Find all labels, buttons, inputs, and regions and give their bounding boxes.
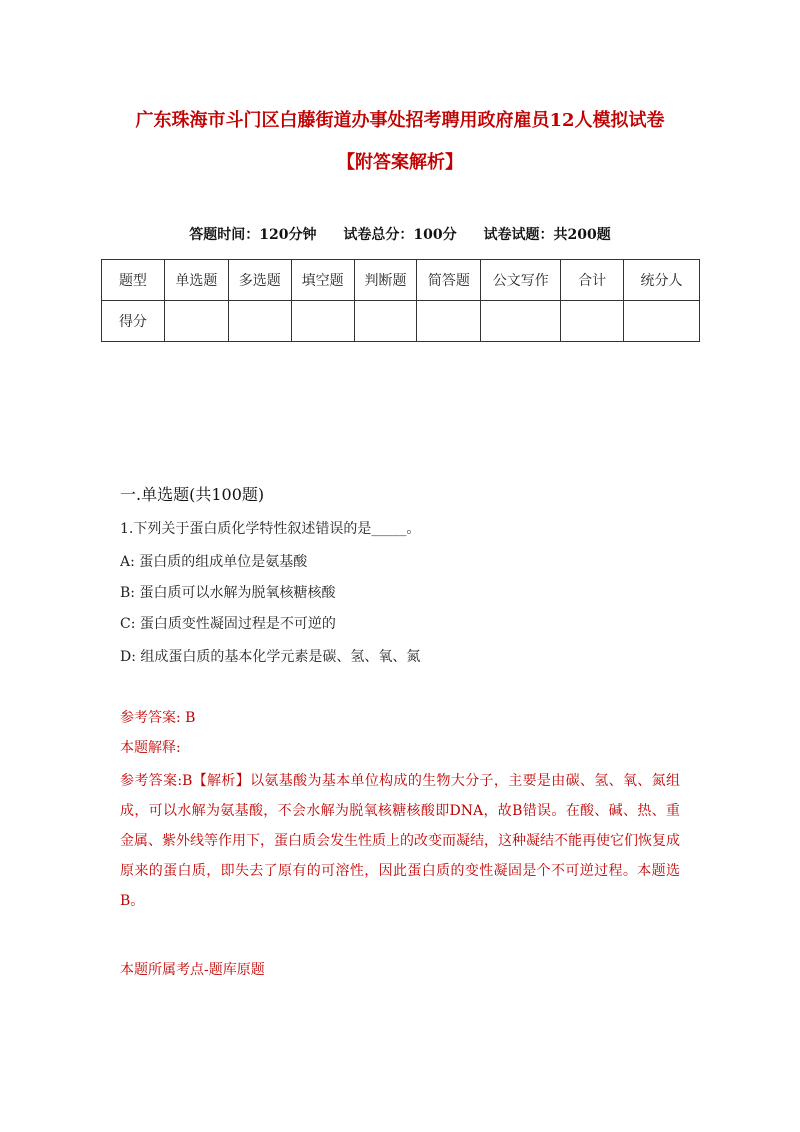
exam-total-score: 试卷总分：100分 — [343, 227, 457, 243]
score-table-score-row — [102, 301, 700, 342]
score-table-header: 判断题 — [354, 260, 417, 301]
score-table-header: 单选题 — [164, 260, 228, 301]
score-cell — [291, 301, 354, 342]
score-table-header: 题型 — [102, 260, 165, 301]
exam-total-questions: 试卷试题：共200题 — [483, 227, 611, 243]
exam-time: 答题时间：120分钟 — [189, 227, 317, 243]
option-d: D: 组成蛋白质的基本化学元素是碳、氢、氧、氮 — [120, 649, 421, 665]
question-source: 本题所属考点-题库原题 — [120, 962, 265, 978]
score-row-label: 得分 — [102, 301, 165, 342]
exam-info — [0, 224, 800, 244]
question-stem: 1.下列关于蛋白质化学特性叙述错误的是_____。 — [120, 521, 421, 537]
document-title: 广东珠海市斗门区白藤街道办事处招考聘用政府雇员12人模拟试卷 — [135, 110, 665, 131]
score-table-header: 统分人 — [624, 260, 700, 301]
reference-answer: 参考答案: B — [120, 710, 196, 726]
option-a: A: 蛋白质的组成单位是氨基酸 — [120, 554, 308, 570]
option-b: B: 蛋白质可以水解为脱氧核糖核酸 — [120, 585, 336, 601]
score-table-header: 填空题 — [291, 260, 354, 301]
score-cell — [624, 301, 700, 342]
score-cell — [164, 301, 228, 342]
score-table-header: 简答题 — [417, 260, 481, 301]
score-cell — [417, 301, 481, 342]
score-cell — [228, 301, 291, 342]
section-heading: 一.单选题(共100题) — [120, 485, 265, 504]
score-table-header: 合计 — [561, 260, 624, 301]
option-c: C: 蛋白质变性凝固过程是不可逆的 — [120, 616, 336, 632]
score-table — [101, 259, 700, 342]
explanation-label: 本题解释: — [120, 740, 181, 756]
explanation-text: 参考答案:B【解析】以氨基酸为基本单位构成的生物大分子，主要是由碳、氢、氧、氮组成，可以水解为氨基酸，不会水解为脱氧核糖核酸即DNA，故B错误。在酸、碱、热、重金属、紫外线等作用下，蛋白质会发生性质上的改变而凝结，这种凝结不能再使它们恢复成原来的蛋白质，即失去了原有的可溶性，因此蛋白质的变性凝固是个不可逆过程。本题选B。 — [120, 773, 680, 909]
score-cell — [481, 301, 561, 342]
score-table-header: 多选题 — [228, 260, 291, 301]
score-table-header-row — [102, 260, 700, 301]
score-cell — [561, 301, 624, 342]
document-subtitle: 【附答案解析】 — [337, 152, 463, 173]
score-table-header: 公文写作 — [481, 260, 561, 301]
score-cell — [354, 301, 417, 342]
